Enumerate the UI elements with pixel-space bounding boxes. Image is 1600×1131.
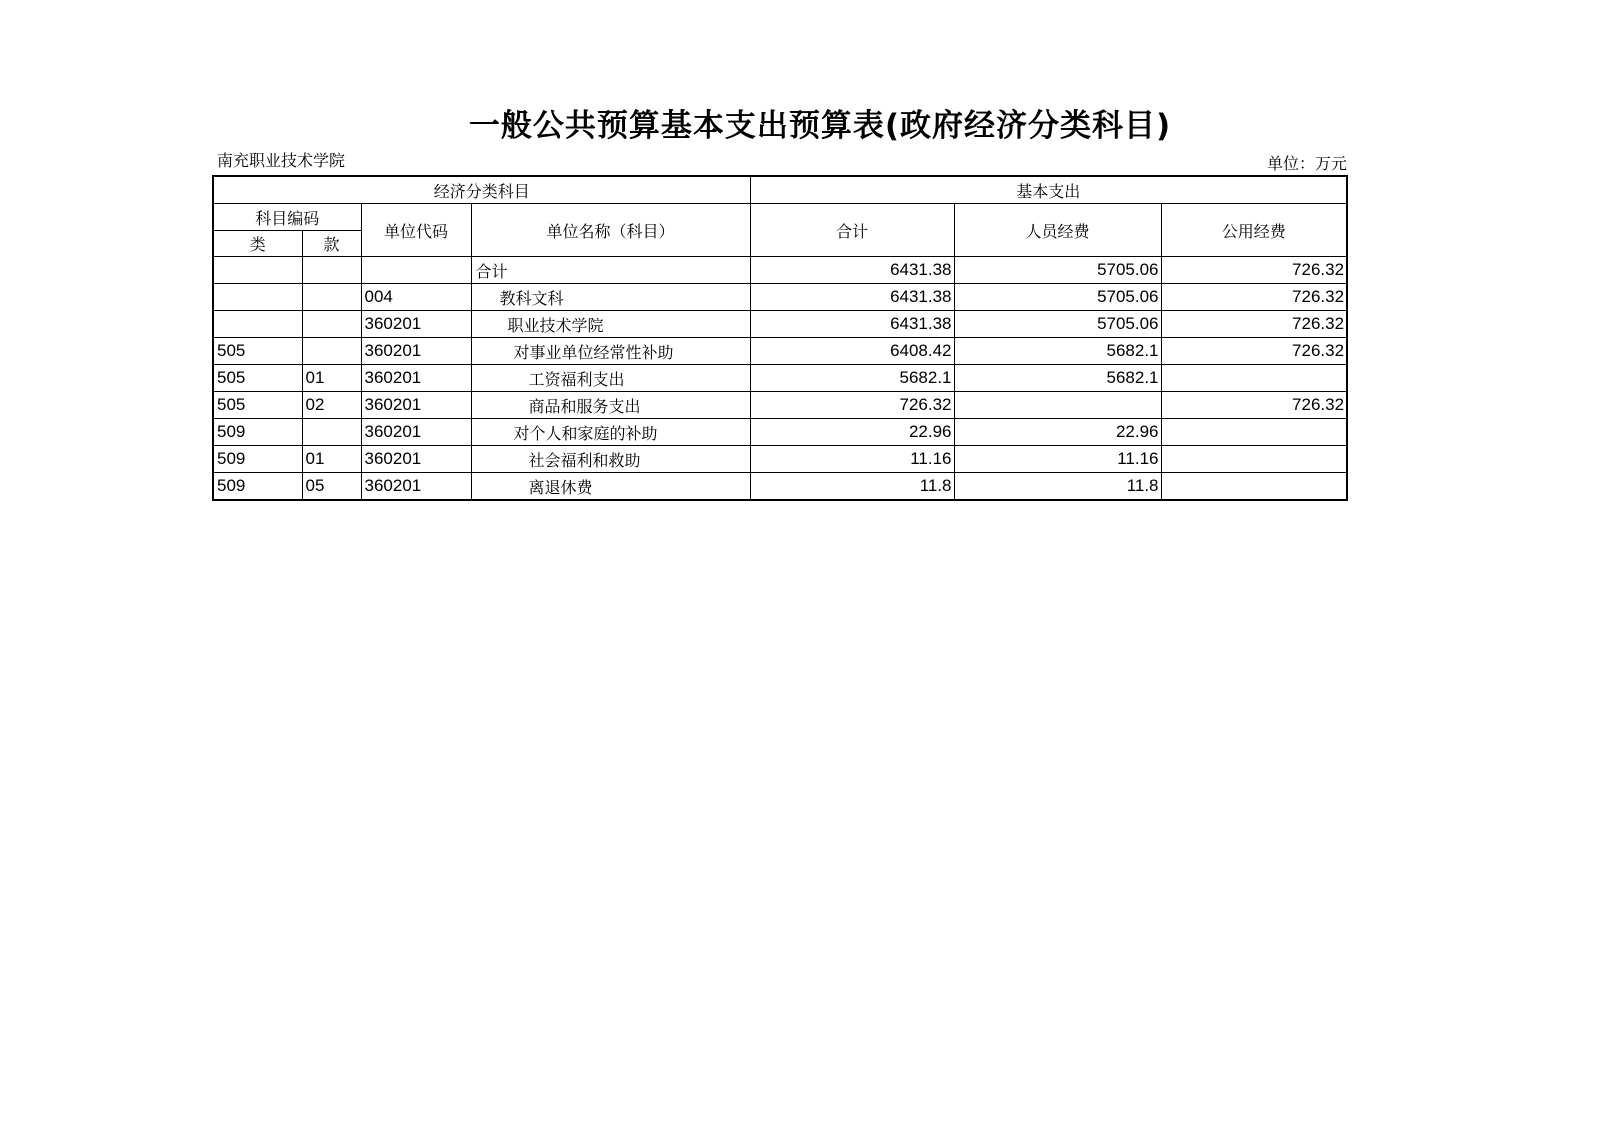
name-cell: 工资福利支出 — [471, 365, 750, 392]
table-row — [213, 473, 1347, 501]
table-row — [213, 365, 1347, 392]
table-row — [213, 446, 1347, 473]
kuan-cell — [302, 311, 361, 338]
personnel-cell: 5705.06 — [954, 257, 1161, 284]
public-cell — [1161, 365, 1347, 392]
kuan-cell — [302, 419, 361, 446]
header-lei: 类 — [213, 231, 302, 257]
header-econ-group: 经济分类科目 — [213, 176, 750, 204]
name-cell: 教科文科 — [471, 284, 750, 311]
total-cell: 6408.42 — [750, 338, 954, 365]
name-cell: 职业技术学院 — [471, 311, 750, 338]
personnel-cell: 5705.06 — [954, 311, 1161, 338]
lei-cell: 505 — [213, 338, 302, 365]
table-row — [213, 338, 1347, 365]
kuan-cell — [302, 284, 361, 311]
budget-table — [212, 175, 1348, 501]
public-cell: 726.32 — [1161, 257, 1347, 284]
kuan-cell: 02 — [302, 392, 361, 419]
total-cell: 6431.38 — [750, 284, 954, 311]
name-cell: 商品和服务支出 — [471, 392, 750, 419]
kuan-cell: 01 — [302, 446, 361, 473]
personnel-cell: 11.16 — [954, 446, 1161, 473]
table-row — [213, 392, 1347, 419]
public-cell: 726.32 — [1161, 311, 1347, 338]
kuan-cell — [302, 257, 361, 284]
total-cell: 5682.1 — [750, 365, 954, 392]
header-kuan: 款 — [302, 231, 361, 257]
public-cell: 726.32 — [1161, 284, 1347, 311]
personnel-cell — [954, 392, 1161, 419]
unit-code-cell: 360201 — [361, 473, 471, 501]
lei-cell: 509 — [213, 473, 302, 501]
public-cell: 726.32 — [1161, 392, 1347, 419]
lei-cell — [213, 257, 302, 284]
lei-cell — [213, 284, 302, 311]
header-total: 合计 — [750, 204, 954, 257]
page-title: 一般公共预算基本支出预算表(政府经济分类科目) — [468, 108, 1172, 144]
header-unit-name: 单位名称（科目） — [471, 204, 750, 257]
name-cell: 对个人和家庭的补助 — [471, 419, 750, 446]
public-cell — [1161, 446, 1347, 473]
personnel-cell: 11.8 — [954, 473, 1161, 501]
unit-name: 南充职业技术学院 — [217, 151, 346, 170]
personnel-cell: 5682.1 — [954, 365, 1161, 392]
name-cell: 社会福利和救助 — [471, 446, 750, 473]
unit-code-cell: 360201 — [361, 392, 471, 419]
kuan-cell — [302, 338, 361, 365]
unit-code-cell: 360201 — [361, 338, 471, 365]
public-cell — [1161, 419, 1347, 446]
lei-cell: 505 — [213, 392, 302, 419]
unit-code-cell: 004 — [361, 284, 471, 311]
total-cell: 11.8 — [750, 473, 954, 501]
kuan-cell: 01 — [302, 365, 361, 392]
lei-cell: 509 — [213, 419, 302, 446]
total-cell: 11.16 — [750, 446, 954, 473]
header-public: 公用经费 — [1161, 204, 1347, 257]
unit-label: 单位：万元 — [1266, 154, 1347, 173]
lei-cell — [213, 311, 302, 338]
total-cell: 22.96 — [750, 419, 954, 446]
lei-cell: 509 — [213, 446, 302, 473]
name-cell: 合计 — [471, 257, 750, 284]
unit-code-cell: 360201 — [361, 311, 471, 338]
unit-code-cell: 360201 — [361, 446, 471, 473]
total-cell: 6431.38 — [750, 257, 954, 284]
header-subject-code: 科目编码 — [213, 204, 361, 231]
unit-code-cell: 360201 — [361, 365, 471, 392]
table-row — [213, 284, 1347, 311]
table-row — [213, 311, 1347, 338]
kuan-cell: 05 — [302, 473, 361, 501]
public-cell — [1161, 473, 1347, 501]
personnel-cell: 5705.06 — [954, 284, 1161, 311]
total-cell: 6431.38 — [750, 311, 954, 338]
total-cell: 726.32 — [750, 392, 954, 419]
personnel-cell: 5682.1 — [954, 338, 1161, 365]
unit-code-cell: 360201 — [361, 419, 471, 446]
header-unit-code: 单位代码 — [361, 204, 471, 257]
personnel-cell: 22.96 — [954, 419, 1161, 446]
table-row — [213, 257, 1347, 284]
table-row — [213, 419, 1347, 446]
header-personnel: 人员经费 — [954, 204, 1161, 257]
name-cell: 对事业单位经常性补助 — [471, 338, 750, 365]
public-cell: 726.32 — [1161, 338, 1347, 365]
header-basic-group: 基本支出 — [750, 176, 1347, 204]
name-cell: 离退休费 — [471, 473, 750, 501]
lei-cell: 505 — [213, 365, 302, 392]
unit-code-cell — [361, 257, 471, 284]
